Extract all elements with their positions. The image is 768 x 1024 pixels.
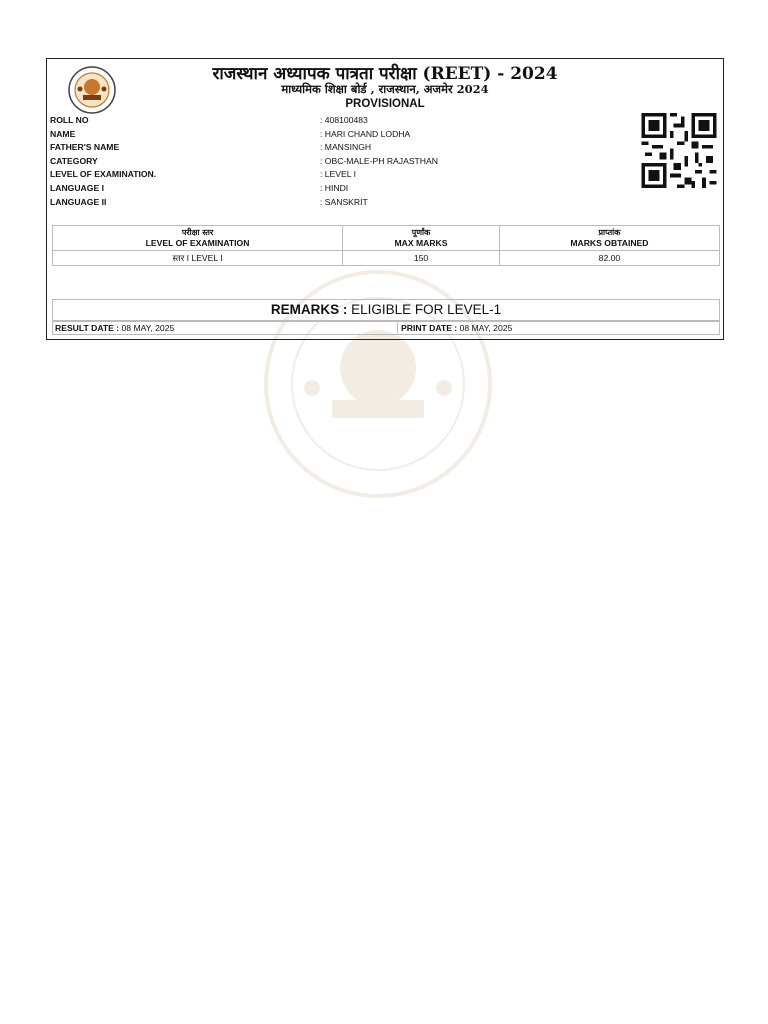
field-roll-no [50, 114, 610, 128]
remarks-box [52, 299, 720, 321]
result-date [55, 322, 174, 334]
print-date-value: 08 MAY, 2025 [459, 323, 513, 333]
marks-header-row [53, 226, 720, 251]
column-header-hindi: परीक्षा स्तर [181, 228, 214, 237]
column-header-max-marks [343, 226, 500, 251]
dates-row [52, 321, 720, 335]
column-header-level [53, 226, 343, 251]
field-value: : SANSKRIT [320, 196, 368, 210]
candidate-details [50, 114, 610, 209]
table-row [53, 251, 720, 266]
print-date-label: PRINT DATE : [401, 323, 458, 333]
field-language-2 [50, 196, 610, 210]
field-label: LEVEL OF EXAMINATION. [50, 169, 157, 180]
field-fathers-name [50, 141, 610, 155]
result-date-label: RESULT DATE : [55, 323, 120, 333]
field-label: NAME [50, 128, 76, 139]
field-label: LANGUAGE I [50, 182, 104, 193]
column-header-english: LEVEL OF EXAMINATION [145, 238, 250, 248]
cell-marks-obtained: 82.00 [499, 251, 719, 266]
field-level [50, 168, 610, 182]
exam-title: राजस्थान अध्यापक पात्रता परीक्षा (REET) - 2024 [212, 64, 558, 84]
field-label: FATHER'S NAME [50, 142, 120, 153]
provisional-label: PROVISIONAL [345, 98, 425, 110]
remarks-value: ELIGIBLE FOR LEVEL-1 [351, 302, 502, 317]
field-label: LANGUAGE II [50, 196, 107, 207]
field-category [50, 155, 610, 169]
field-value: : HARI CHAND LODHA [320, 128, 410, 142]
qr-code [639, 113, 719, 188]
cell-max-marks: 150 [343, 251, 500, 266]
remarks-label: REMARKS : [270, 302, 348, 317]
column-header-english: MARKS OBTAINED [570, 238, 649, 248]
field-label: CATEGORY [50, 155, 98, 166]
column-header-marks-obtained [499, 226, 719, 251]
field-language-1 [50, 182, 610, 196]
field-value: : LEVEL I [320, 168, 356, 182]
field-value: : HINDI [320, 182, 348, 196]
cell-level: स्तर I LEVEL I [53, 251, 343, 266]
field-value: : 408100483 [320, 114, 368, 128]
field-value: : OBC-MALE-PH RAJASTHAN [320, 155, 438, 169]
column-header-english: MAX MARKS [394, 238, 448, 248]
marks-table [52, 225, 720, 266]
print-date [397, 322, 512, 334]
field-name [50, 128, 610, 142]
field-value: : MANSINGH [320, 141, 371, 155]
result-date-value: 08 MAY, 2025 [121, 323, 175, 333]
column-header-hindi: प्राप्तांक [598, 228, 621, 237]
field-label: ROLL NO [50, 115, 89, 125]
result-card [46, 58, 724, 340]
board-subtitle: माध्यमिक शिक्षा बोर्ड , राजस्थान, अजमेर 2024 [281, 82, 489, 96]
column-header-hindi: पूर्णांक [411, 228, 431, 237]
